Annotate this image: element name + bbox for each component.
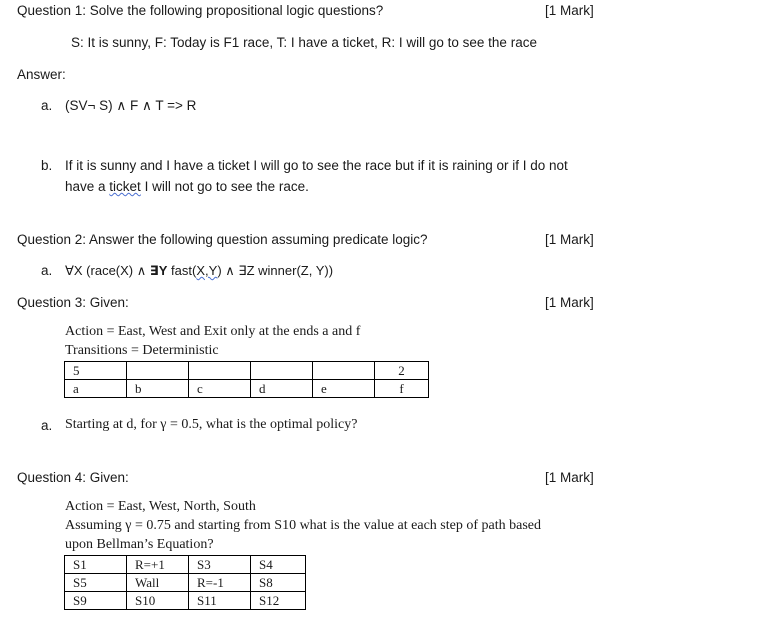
q3-cell: d xyxy=(251,380,313,398)
q3-mark: [1 Mark] xyxy=(545,295,594,310)
q3-cell: a xyxy=(65,380,127,398)
q4-grid-row xyxy=(65,574,306,592)
q1-b-line2 xyxy=(65,179,309,194)
q1-a-label: a. xyxy=(41,98,53,113)
q4-cell: S10 xyxy=(127,592,189,610)
q1-mark: [1 Mark] xyxy=(545,3,594,18)
q1-answer-label: Answer: xyxy=(17,67,66,82)
q3-cell: b xyxy=(127,380,189,398)
q4-mark: [1 Mark] xyxy=(545,470,594,485)
q3-transitions: Transitions = Deterministic xyxy=(65,343,219,358)
q1-legend: S: It is sunny, F: Today is F1 race, T: I have a ticket, R: I will go to see the race xyxy=(71,35,537,50)
q3-cell: f xyxy=(375,380,429,398)
q1-b-line2-pre: have a xyxy=(65,179,110,194)
q3-cell xyxy=(189,362,251,380)
q4-grid xyxy=(64,555,306,610)
q1-b-label: b. xyxy=(41,158,53,173)
q2-a-xy: X,Y xyxy=(196,263,218,278)
q3-grid-row-rewards xyxy=(65,362,429,380)
q4-cell: S1 xyxy=(65,556,127,574)
q3-grid xyxy=(64,361,429,398)
q1-b-spellcheck-word: ticket xyxy=(109,179,141,194)
q2-a-mid: fast( xyxy=(167,263,197,278)
q4-assuming-line1: Assuming γ = 0.75 and starting from S10 what is the value at each step of path based xyxy=(65,518,541,533)
q4-cell: S8 xyxy=(251,574,306,592)
q3-cell: 2 xyxy=(375,362,429,380)
q3-action: Action = East, West and Exit only at the ends a and f xyxy=(65,324,361,339)
q2-a-label: a. xyxy=(41,263,53,278)
q3-title: Question 3: Given: xyxy=(17,295,129,310)
q3-cell xyxy=(313,362,375,380)
q3-cell: e xyxy=(313,380,375,398)
q1-title: Question 1: Solve the following propositional logic questions? xyxy=(17,3,384,18)
q4-cell: R=+1 xyxy=(127,556,189,574)
q4-grid-row xyxy=(65,556,306,574)
q1-a-text: (SV¬ S) ∧ F ∧ T => R xyxy=(65,98,197,113)
q4-cell: Wall xyxy=(127,574,189,592)
q4-cell: S12 xyxy=(251,592,306,610)
q3-a-text: Starting at d, for γ = 0.5, what is the optimal policy? xyxy=(65,417,358,432)
q4-title: Question 4: Given: xyxy=(17,470,129,485)
q4-cell: S9 xyxy=(65,592,127,610)
q3-grid-row-states xyxy=(65,380,429,398)
q4-cell: S4 xyxy=(251,556,306,574)
q2-a-post: ) ∧ ∃Z winner(Z, Y)) xyxy=(217,263,334,278)
q4-cell: S5 xyxy=(65,574,127,592)
q4-cell: R=-1 xyxy=(189,574,251,592)
q4-action: Action = East, West, North, South xyxy=(65,499,256,514)
q3-cell xyxy=(127,362,189,380)
q2-a-pre: ∀X (race(X) ∧ xyxy=(65,263,150,278)
q4-grid-row xyxy=(65,592,306,610)
q1-b-line2-post: I will not go to see the race. xyxy=(140,179,309,194)
q2-title: Question 2: Answer the following question assuming predicate logic? xyxy=(17,232,428,247)
q3-cell xyxy=(251,362,313,380)
q4-cell: S11 xyxy=(189,592,251,610)
q2-mark: [1 Mark] xyxy=(545,232,594,247)
q3-cell: 5 xyxy=(65,362,127,380)
q4-assuming-line2: upon Bellman’s Equation? xyxy=(65,537,214,552)
q4-cell: S3 xyxy=(189,556,251,574)
q1-b-line1: If it is sunny and I have a ticket I will go to see the race but if it is raining or if I do not xyxy=(65,158,568,173)
q3-a-label: a. xyxy=(41,418,53,433)
q2-a-exists: ∃Y xyxy=(149,263,168,278)
q2-a-formula xyxy=(65,263,333,279)
q3-cell: c xyxy=(189,380,251,398)
